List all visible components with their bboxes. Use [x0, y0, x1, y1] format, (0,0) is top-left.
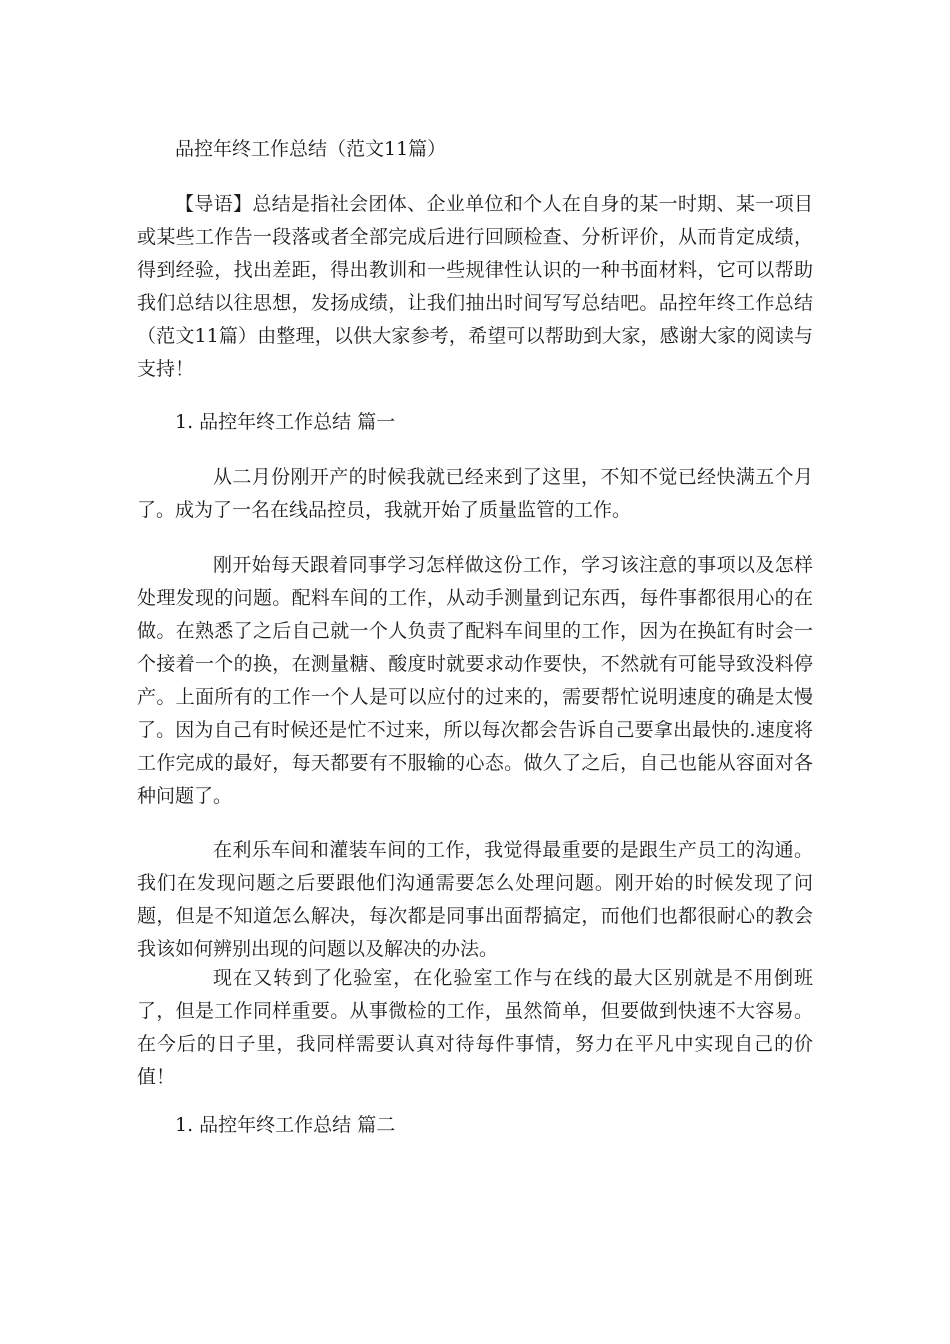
section-1-paragraph-3: 在利乐车间和灌装车间的工作，我觉得最重要的是跟生产员工的沟通。我们在发现问题之后要跟他们沟通需要怎么处理问题。刚开始的时候发现了问题，但是不知道怎么解决，每次都是同事出面帮搞定，而他们也都很耐心的教会我该如何辨别出现的问题以及解决的办法。 — [137, 839, 813, 960]
intro-paragraph: 【导语】总结是指社会团体、企业单位和个人在自身的某一时期、某一项目或某些工作告一段落或者全部完成后进行回顾检查、分析评价，从而肯定成绩，得到经验，找出差距，得出教训和一些规律性认识的一种书面材料，它可以帮助我们总结以往思想，发扬成绩，让我们抽出时间写写总结吧。品控年终工作总结（范文11篇）由整理，以供大家参考，希望可以帮助到大家，感谢大家的阅读与支持！ — [137, 193, 813, 380]
document-title: 品控年终工作总结（范文11篇） — [175, 138, 447, 160]
section-1-paragraph-4: 现在又转到了化验室，在化验室工作与在线的最大区别就是不用倒班了，但是工作同样重要。从事微检的工作，虽然简单，但要做到快速不大容易。在今后的日子里，我同样需要认真对待每件事情，努力在平凡中实现自己的价值！ — [137, 967, 813, 1088]
section-heading-1: 1. 品控年终工作总结 篇一 — [175, 411, 396, 433]
section-1-paragraph-1: 从二月份刚开产的时候我就已经来到了这里，不知不觉已经快满五个月了。成为了一名在线品控员，我就开始了质量监管的工作。 — [137, 466, 813, 521]
section-1-paragraph-2: 刚开始每天跟着同事学习怎样做这份工作，学习该注意的事项以及怎样处理发现的问题。配料车间的工作，从动手测量到记东西，每件事都很用心的在做。在熟悉了之后自己就一个人负责了配料车间里的工作，因为在换缸有时会一个接着一个的换，在测量糖、酸度时就要求动作要快，不然就有可能导致没料停产。上面所有的工作一个人是可以应付的过来的，需要帮忙说明速度的确是太慢了。因为自己有时候还是忙不过来，所以每次都会告诉自己要拿出最快的.速度将工作完成的最好，每天都要有不服输的心态。做久了之后，自己也能从容面对各种问题了。 — [137, 554, 813, 807]
section-heading-2: 1. 品控年终工作总结 篇二 — [175, 1114, 396, 1136]
